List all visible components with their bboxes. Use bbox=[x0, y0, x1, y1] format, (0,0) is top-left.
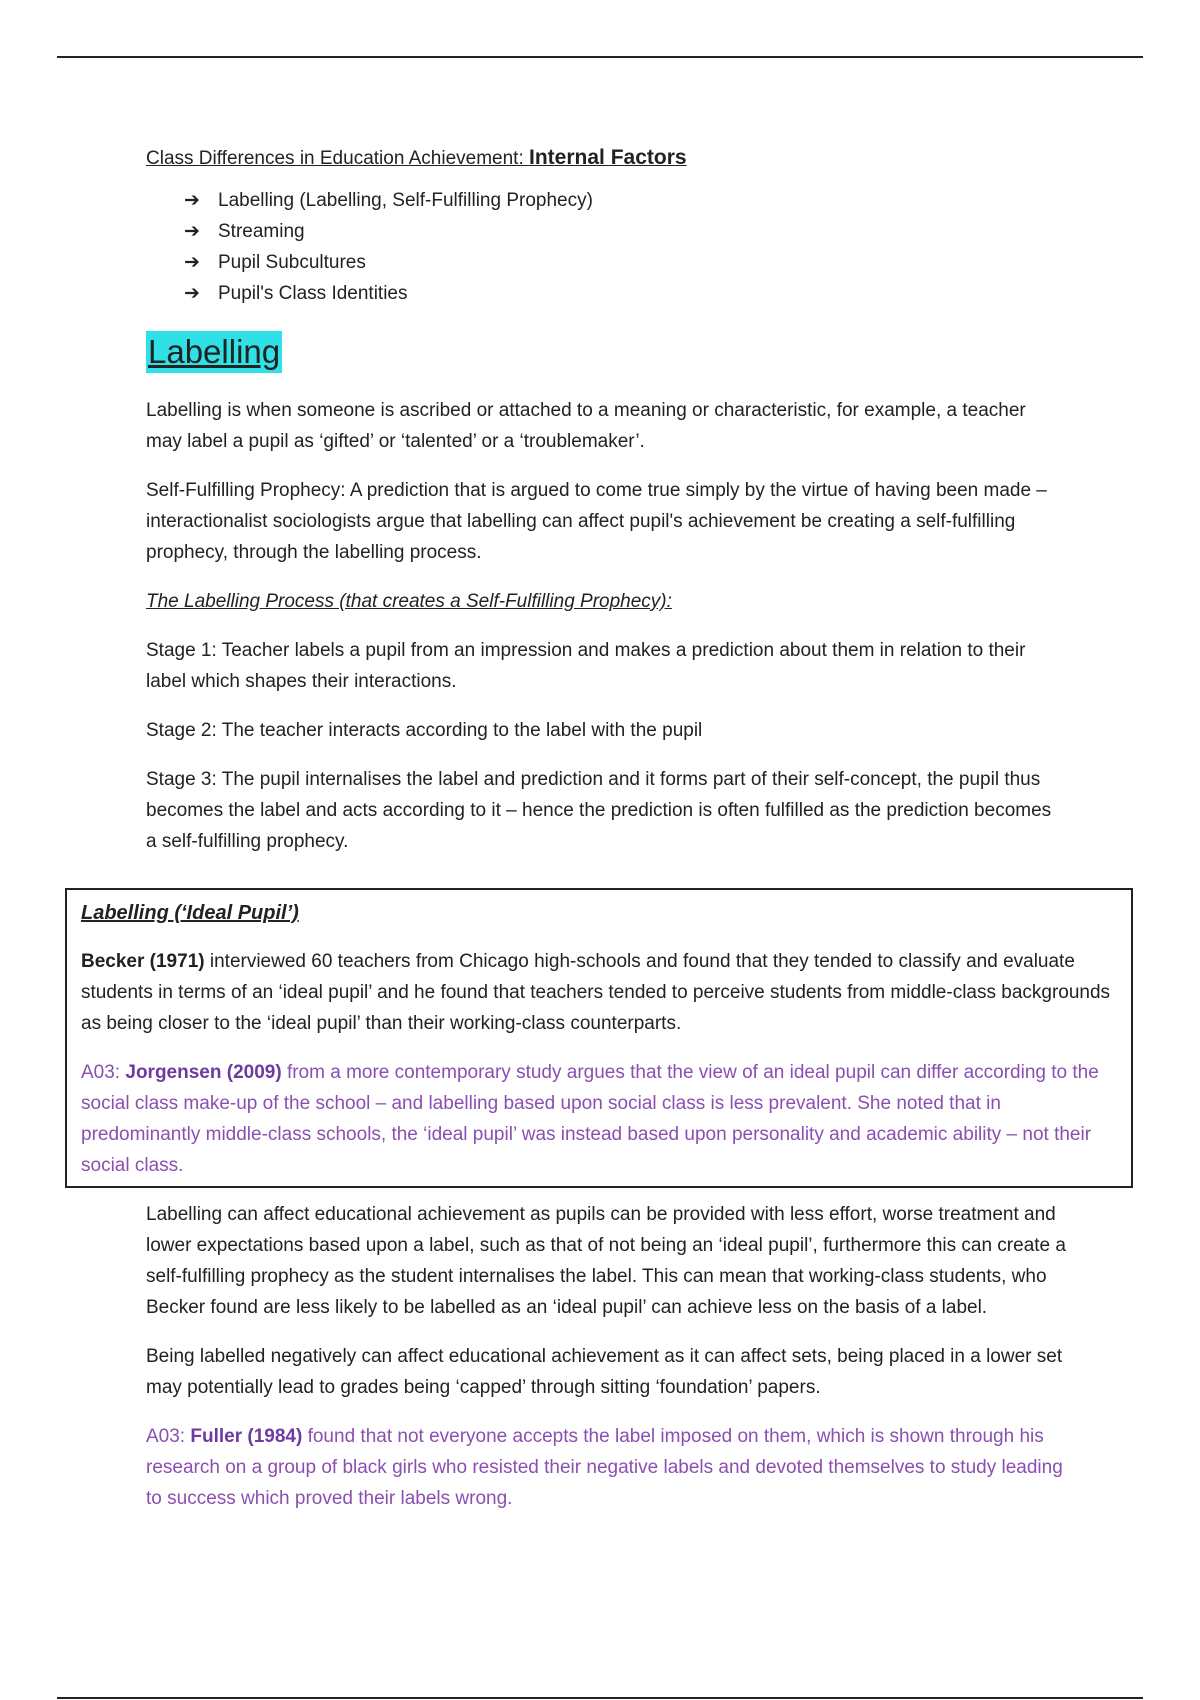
becker-paragraph bbox=[81, 946, 1117, 1039]
stage-1-paragraph: Stage 1: Teacher labels a pupil from an impression and makes a prediction about them in relation to their label which shapes their interactions. bbox=[146, 640, 1026, 692]
stage-3-paragraph: Stage 3: The pupil internalises the label and prediction and it forms part of their self-concept, the pupil thus becomes the label and acts according to it – hence the prediction is often fulfilled as the prediction becomes a self-fulfilling prophecy. bbox=[146, 769, 1052, 852]
process-heading: The Labelling Process (that creates a Self-Fulfilling Prophecy): bbox=[146, 591, 672, 612]
jorgensen-text: from a more contemporary study argues that the view of an ideal pupil can differ according to the social class make-up of the school – and labelling based upon social class is less prevalent. She noted that in predominantly middle-class schools, the ‘ideal pupil’ was instead based upon personality and academic ability – not their social class. bbox=[81, 1062, 1099, 1176]
heading-prefix: Class Differences in Education Achievement: bbox=[146, 148, 530, 169]
topic-label: Pupil's Class Identities bbox=[218, 283, 408, 304]
topic-label: Streaming bbox=[218, 221, 305, 242]
document-heading bbox=[146, 144, 1066, 173]
list-item bbox=[184, 216, 1066, 247]
topic-label: Labelling (Labelling, Self-Fulfilling Prophecy) bbox=[218, 190, 593, 211]
bottom-page-rule bbox=[57, 1697, 1143, 1699]
arrow-right-icon: ➔ bbox=[184, 252, 200, 273]
box-title: Labelling (‘Ideal Pupil’) bbox=[81, 902, 299, 924]
jorgensen-citation: Jorgensen (2009) bbox=[125, 1062, 282, 1083]
arrow-right-icon: ➔ bbox=[184, 283, 200, 304]
ao3-label: A03: bbox=[81, 1062, 126, 1083]
topic-label: Pupil Subcultures bbox=[218, 252, 366, 273]
list-item bbox=[184, 185, 1066, 216]
fuller-citation: Fuller (1984) bbox=[190, 1426, 303, 1447]
jorgensen-paragraph bbox=[81, 1057, 1117, 1181]
fuller-text: found that not everyone accepts the label imposed on them, which is shown through his research on a group of black girls who resisted their negative labels and devoted themselves to study leading to success which proved their labels wrong. bbox=[146, 1426, 1063, 1509]
effects-paragraph: Labelling can affect educational achievement as pupils can be provided with less effort, worse treatment and lower expectations based upon a label, such as that of not being an ‘ideal pupil’, furthermore this can create a self-fulfilling prophecy as the student internalises the label. This can mean that working-class students, who Becker found are less likely to be labelled as an ‘ideal pupil’ can achieve less on the basis of a label. bbox=[146, 1204, 1066, 1318]
list-item bbox=[184, 278, 1066, 309]
list-item bbox=[184, 247, 1066, 278]
sfp-paragraph: Self-Fulfilling Prophecy: A prediction that is argued to come true simply by the virtue of having been made – interactionalist sociologists argue that labelling can affect pupil's achievement be creating a self-fulfilling prophecy, through the labelling process. bbox=[146, 480, 1047, 563]
topic-list bbox=[184, 185, 1066, 309]
stage-2-paragraph: Stage 2: The teacher interacts according to the label with the pupil bbox=[146, 720, 703, 741]
section-title-labelling: Labelling bbox=[146, 331, 282, 373]
becker-citation: Becker (1971) bbox=[81, 951, 205, 972]
after-box-content bbox=[146, 1199, 1066, 1514]
arrow-right-icon: ➔ bbox=[184, 190, 200, 211]
becker-text: interviewed 60 teachers from Chicago high-schools and found that they tended to classify and evaluate students in terms of an ‘ideal pupil’ and he found that teachers tended to perceive students from middle-class backgrounds as being closer to the ‘ideal pupil’ than their working-class counterparts. bbox=[81, 951, 1111, 1034]
fuller-paragraph bbox=[146, 1421, 1066, 1514]
top-page-rule bbox=[57, 56, 1143, 58]
ideal-pupil-box bbox=[65, 888, 1133, 1188]
page-content bbox=[146, 144, 1066, 857]
ao3-label: A03: bbox=[146, 1426, 191, 1447]
definition-paragraph: Labelling is when someone is ascribed or attached to a meaning or characteristic, for example, a teacher may label a pupil as ‘gifted’ or ‘talented’ or a ‘troublemaker’. bbox=[146, 400, 1026, 452]
heading-strong: Internal Factors bbox=[529, 146, 687, 169]
arrow-right-icon: ➔ bbox=[184, 221, 200, 242]
negative-label-paragraph: Being labelled negatively can affect educational achievement as it can affect sets, being placed in a lower set may potentially lead to grades being ‘capped’ through sitting ‘foundation’ papers. bbox=[146, 1346, 1063, 1398]
